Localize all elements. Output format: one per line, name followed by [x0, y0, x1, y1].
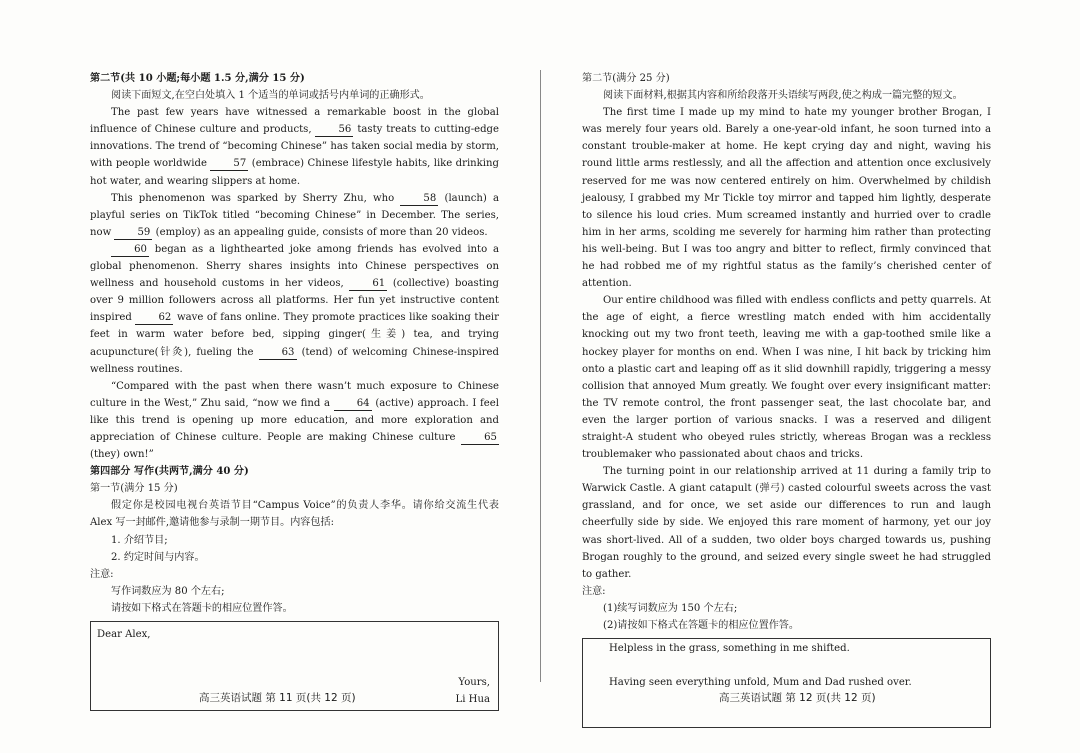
- column-divider: [540, 70, 541, 682]
- letter-signature: Li Hua: [455, 694, 490, 706]
- page-footer-11: 高三英语试题 第 11 页(共 12 页): [199, 692, 356, 704]
- section2-instruction: 阅读下面短文,在空白处填入 1 个适当的单词或括号内单词的正确形式。: [111, 90, 430, 102]
- passage-paragraph-4: “Compared with the past when there wasn’t much exposure to Chinese culture in the West,” Zhu said, “now we find a 64 (active) approach. I feel like this trend is opening up more education, and more exploration and appreciation of Chinese culture. People are making Chinese culture 65 (they) own!”: [90, 380, 499, 461]
- note-label: 注意:: [90, 568, 114, 580]
- page-footer-12: 高三英语试题 第 12 页(共 12 页): [719, 692, 876, 704]
- section2-header: 第二节(共 10 小题;每小题 1.5 分,满分 15 分): [90, 73, 305, 84]
- blank-59: 59: [114, 227, 152, 240]
- right-note-1: (1)续写词数应为 150 个左右;: [603, 602, 738, 614]
- right-note-label: 注意:: [582, 585, 606, 597]
- passage-paragraph-2: This phenomenon was sparked by Sherry Zhu, who 58 (launch) a playful series on TikTok titled “becoming Chinese” in December. The series, now 59 (employ) as an appealing guide, consists of more than 20 videos.: [90, 192, 499, 238]
- story-paragraph-2: Our entire childhood was filled with endless conflicts and petty quarrels. At the age of eight, a fierce wrestling match ended with him accidentally knocking out my two front teeth, leaving me with a gap-toothed smile like a hockey player for months on end. When I was nine, I hit back by tricking him onto a plastic cart and leaping off as it slid downhill rapidly, triggering a messy collision that annoyed Mum greatly. We fought over every insignificant matter: the TV remote control, the front passenger seat, the last chocolate bar, and even the larger portion of various snacks. I was a reserved and diligent straight-A student who obeyed rules strictly, whereas Brogan was a reckless troublemaker who passionated about chaos and tricks.: [582, 295, 991, 461]
- part4-header: 第四部分 写作(共两节,满分 40 分): [90, 466, 249, 478]
- blank-61: 61: [349, 278, 387, 291]
- blank-65: 65: [461, 432, 499, 445]
- writing-task: 假定你是校园电视台英语节目“Campus Voice”的负责人李华。请你给交流生代表 Alex 写一封邮件,邀请他参与录制一期节目。内容包括:: [90, 500, 499, 529]
- passage-paragraph-3: 60 began as a lighthearted joke among friends has evolved into a global phenomenon. Sherry shares insights into Chinese perspectives on wellness and household customs in her videos, 61 (collective) boasting over 9 million followers across all platforms. Her fun yet instructive content inspired 62 wave of fans online. They promote practices like soaking their feet in warm water before bed, sipping ginger(生姜) tea, and trying acupuncture(针灸), fueling the 63 (tend) of welcoming Chinese-inspired wellness routines.: [90, 243, 499, 375]
- paragraph-opener-1: Helpless in the grass, something in me shifted.: [609, 643, 850, 655]
- note-1: 写作词数应为 80 个左右;: [111, 585, 225, 597]
- task-item-1: 1. 介绍节目;: [111, 534, 168, 546]
- note-2: 请按如下格式在答题卡的相应位置作答。: [111, 602, 293, 614]
- letter-greeting: Dear Alex,: [97, 629, 151, 640]
- blank-57: 57: [210, 158, 248, 171]
- passage-paragraph-1: The past few years have witnessed a remarkable boost in the global influence of Chinese culture and products, 56 tasty treats to cutting-edge innovations. The trend of “becoming Chinese” has taken social media by storm, with people worldwide 57 (embrace) Chinese lifestyle habits, like drinking hot water, and wearing slippers at home.: [90, 107, 499, 187]
- section1-header: 第一节(满分 15 分): [90, 483, 178, 495]
- blank-60: 60: [111, 244, 149, 257]
- letter-closing: Yours,: [458, 677, 490, 688]
- continuation-header: 第二节(满分 25 分): [582, 73, 670, 84]
- task-item-2: 2. 约定时间与内容。: [111, 551, 205, 563]
- left-page: [90, 70, 499, 711]
- blank-63: 63: [259, 347, 297, 360]
- story-paragraph-1: The first time I made up my mind to hate my younger brother Brogan, I was merely four years old. Barely a one-year-old infant, he soon turned into a constant trouble-maker at home. He kept crying day and night, waving his round little arms restlessly, and all the affection and attention once exclusively reserved for me was now centered entirely on him. Overwhelmed by childish jealousy, I grabbed my Mr Tickle toy mirror and tapped him lightly, desperate to silence his loud cries. Mum screamed instantly and hurried over to cradle him in her arms, scolding me severely for harming him rather than protecting his well-being. But I was too angry and bitter to reflect, firmly convinced that he had robbed me of my rightful status as the family’s cherished center of attention.: [582, 107, 991, 290]
- letter-closing-block: [456, 674, 490, 708]
- blank-62: 62: [135, 312, 173, 325]
- story-paragraph-3: The turning point in our relationship arrived at 11 during a family trip to Warwick Castle. A giant catapult (弹弓) casted colourful sweets across the vast grassland, and for once, we set aside our differences to run and laugh cheerfully side by side. We enjoyed this rare moment of harmony, yet our joy was short-lived. All of a sudden, two older boys charged towards us, pushing Brogan roughly to the ground, and seized every single sweet he had struggled to gather.: [582, 466, 991, 580]
- blank-64: 64: [334, 398, 372, 411]
- blank-58: 58: [400, 193, 438, 206]
- blank-56: 56: [315, 124, 353, 137]
- continuation-answer-box: [582, 638, 991, 728]
- continuation-instruction: 阅读下面材料,根据其内容和所给段落开头语续写两段,使之构成一篇完整的短文。: [603, 90, 963, 102]
- paragraph-opener-2: Having seen everything unfold, Mum and Dad rushed over.: [609, 677, 912, 689]
- right-page: [582, 70, 991, 728]
- right-note-2: (2)请按如下格式在答题卡的相应位置作答。: [603, 620, 799, 631]
